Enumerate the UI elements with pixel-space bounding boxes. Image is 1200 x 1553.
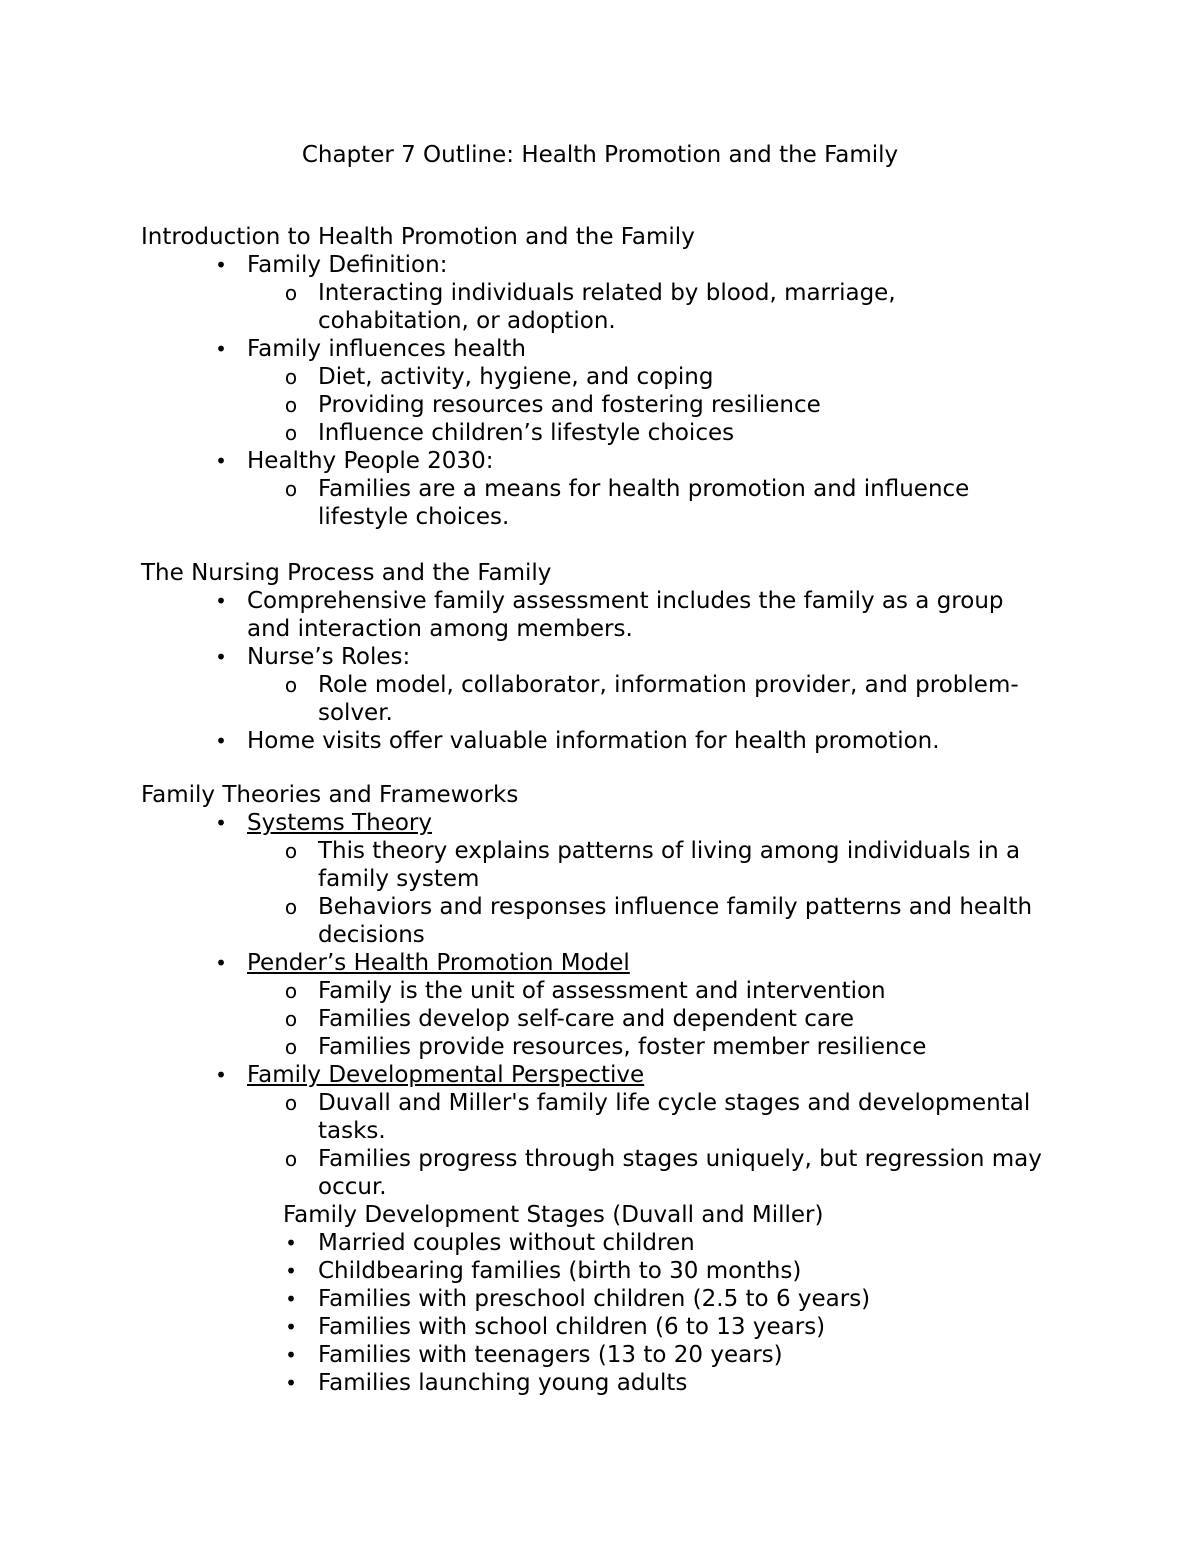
list-item (141, 475, 1101, 503)
list-item-continuation (141, 921, 1101, 949)
list-item (141, 977, 1101, 1005)
list-item-continuation (141, 615, 1101, 643)
list-item (141, 419, 1101, 447)
open-bullet-icon: o (284, 477, 298, 501)
bullet-icon: • (285, 1231, 297, 1255)
list-item-text: lifestyle choices. (318, 504, 510, 530)
list-item-text: This theory explains patterns of living among individuals in a (318, 838, 1021, 864)
list-item (141, 671, 1101, 699)
list-item-text: Married couples without children (318, 1230, 695, 1256)
section-nursing-process (141, 559, 1101, 755)
open-bullet-icon: o (284, 1007, 298, 1031)
list-item-continuation (141, 307, 1101, 335)
section-heading: Introduction to Health Promotion and the Family (141, 224, 695, 250)
open-bullet-icon: o (284, 1091, 298, 1115)
list-item-text: tasks. (318, 1118, 386, 1144)
list-item-continuation (141, 1173, 1101, 1201)
list-item-text: Families with teenagers (13 to 20 years) (318, 1342, 783, 1368)
list-item (141, 279, 1101, 307)
bullet-icon: • (285, 1259, 297, 1283)
list-item-text: Comprehensive family assessment includes the family as a group (247, 588, 1004, 614)
page-title: Chapter 7 Outline: Health Promotion and the Family (301, 142, 899, 168)
section-family-theories (141, 781, 1101, 1397)
list-item-text: cohabitation, or adoption. (318, 308, 616, 334)
theory-heading: Systems Theory (247, 810, 432, 836)
bullet-icon: • (285, 1371, 297, 1395)
list-item-text: Influence children’s lifestyle choices (318, 420, 735, 446)
list-item-text: Behaviors and responses influence family patterns and health (318, 894, 1033, 920)
bullet-icon: • (215, 1063, 227, 1087)
section-heading: The Nursing Process and the Family (141, 560, 552, 586)
list-item (141, 1033, 1101, 1061)
list-item-text: solver. (318, 700, 393, 726)
stages-heading-text: Family Development Stages (Duvall and Miller) (283, 1202, 824, 1228)
open-bullet-icon: o (284, 281, 298, 305)
list-item-text: Family influences health (247, 336, 526, 362)
open-bullet-icon: o (284, 1147, 298, 1171)
list-item (141, 363, 1101, 391)
list-item (141, 251, 1101, 279)
list-item-text: Role model, collaborator, information provider, and problem- (318, 672, 1019, 698)
section-heading: Family Theories and Frameworks (141, 782, 519, 808)
list-item-text: Providing resources and fostering resilience (318, 392, 821, 418)
list-item (141, 1229, 1101, 1257)
list-item (141, 1313, 1101, 1341)
list-item-text: Families launching young adults (318, 1370, 688, 1396)
list-item-text: Families with school children (6 to 13 years) (318, 1314, 826, 1340)
bullet-icon: • (215, 645, 227, 669)
list-item-text: Interacting individuals related by blood, marriage, (318, 280, 896, 306)
list-item-text: decisions (318, 922, 425, 948)
list-item (141, 1285, 1101, 1313)
bullet-icon: • (285, 1343, 297, 1367)
list-item (141, 837, 1101, 865)
list-item-text: Families with preschool children (2.5 to 6 years) (318, 1286, 871, 1312)
list-item-text: Duvall and Miller's family life cycle stages and developmental (318, 1090, 1031, 1116)
open-bullet-icon: o (284, 1035, 298, 1059)
list-item (141, 1061, 1101, 1089)
section-introduction (141, 223, 1101, 531)
open-bullet-icon: o (284, 421, 298, 445)
list-item-text: family system (318, 866, 480, 892)
list-item-text: occur. (318, 1174, 387, 1200)
open-bullet-icon: o (284, 365, 298, 389)
list-item (141, 447, 1101, 475)
list-item (141, 1369, 1101, 1397)
list-item (141, 335, 1101, 363)
list-item-text: Family Definition: (247, 252, 448, 278)
bullet-icon: • (215, 253, 227, 277)
list-item-text: Families progress through stages uniquely, but regression may (318, 1146, 1042, 1172)
list-item-continuation (141, 699, 1101, 727)
list-item-continuation (141, 503, 1101, 531)
list-item-text: Healthy People 2030: (247, 448, 494, 474)
list-item-text: Home visits offer valuable information for health promotion. (247, 728, 940, 754)
bullet-icon: • (215, 729, 227, 753)
list-item-text: Childbearing families (birth to 30 months) (318, 1258, 802, 1284)
theory-heading: Family Developmental Perspective (247, 1062, 645, 1088)
theory-heading: Pender’s Health Promotion Model (247, 950, 630, 976)
bullet-icon: • (215, 951, 227, 975)
list-item (141, 1257, 1101, 1285)
open-bullet-icon: o (284, 895, 298, 919)
list-item (141, 949, 1101, 977)
list-item-text: Families are a means for health promotion and influence (318, 476, 970, 502)
list-item-text: Nurse’s Roles: (247, 644, 411, 670)
list-item-text: Families develop self-care and dependent care (318, 1006, 855, 1032)
bullet-icon: • (285, 1315, 297, 1339)
list-item-text: Diet, activity, hygiene, and coping (318, 364, 714, 390)
list-item-text: Family is the unit of assessment and intervention (318, 978, 886, 1004)
list-item (141, 893, 1101, 921)
list-item (141, 643, 1101, 671)
list-item (141, 1005, 1101, 1033)
stages-heading (141, 1201, 1101, 1229)
bullet-icon: • (215, 811, 227, 835)
list-item (141, 809, 1101, 837)
list-item (141, 391, 1101, 419)
list-item (141, 587, 1101, 615)
list-item (141, 1145, 1101, 1173)
bullet-icon: • (215, 589, 227, 613)
list-item-continuation (141, 1117, 1101, 1145)
list-item (141, 727, 1101, 755)
list-item (141, 1089, 1101, 1117)
bullet-icon: • (215, 337, 227, 361)
list-item-continuation (141, 865, 1101, 893)
list-item (141, 1341, 1101, 1369)
bullet-icon: • (285, 1287, 297, 1311)
open-bullet-icon: o (284, 839, 298, 863)
bullet-icon: • (215, 449, 227, 473)
list-item-text: Families provide resources, foster member resilience (318, 1034, 927, 1060)
list-item-text: and interaction among members. (247, 616, 633, 642)
open-bullet-icon: o (284, 673, 298, 697)
open-bullet-icon: o (284, 979, 298, 1003)
open-bullet-icon: o (284, 393, 298, 417)
